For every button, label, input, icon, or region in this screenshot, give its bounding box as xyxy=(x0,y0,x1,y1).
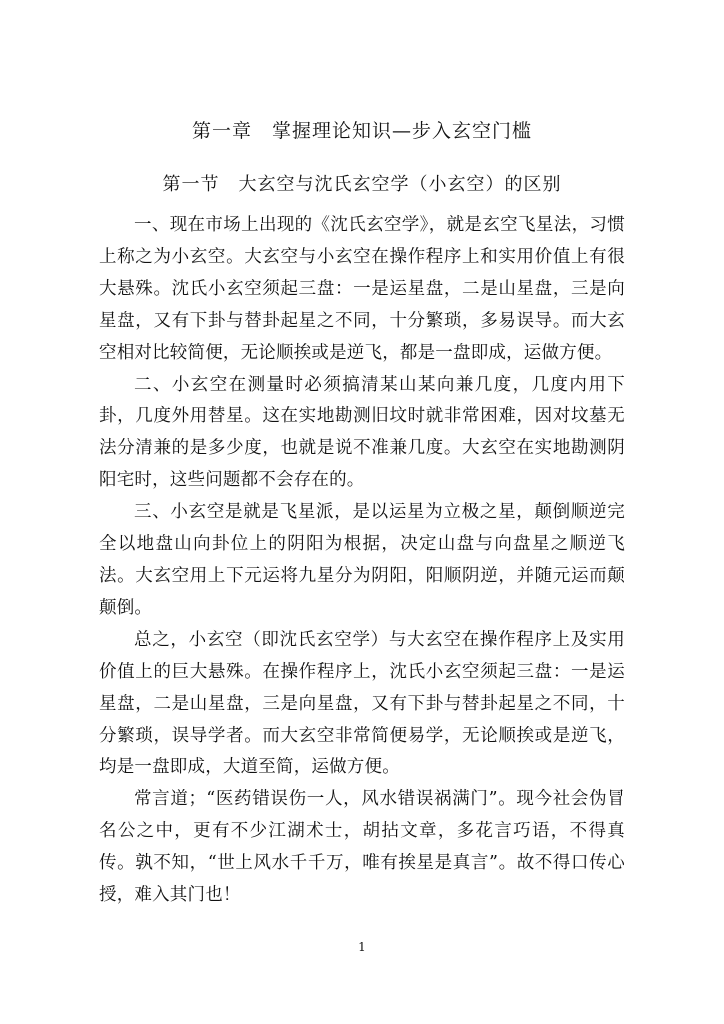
paragraph-5: 常言道；“医药错误伤一人，风水错误祸满门”。现今社会伪冒名公之中，更有不少江湖术士，胡拈文章，多花言巧语，不得真传。孰不知，“世上风水千千万，唯有挨星是真言”。故不得口传心授，难入其门也！ xyxy=(99,789,625,906)
body-text xyxy=(99,210,625,912)
paragraph-3: 三、小玄空是就是飞星派，是以运星为立极之星，颠倒顺逆完全以地盘山向卦位上的阴阳为根据，决定山盘与向盘星之顺逆飞法。大玄空用上下元运将九星分为阴阳，阳顺阴逆，并随元运而颠颠倒。 xyxy=(99,502,625,618)
page-number: 1 xyxy=(358,940,366,954)
paragraph-4: 总之，小玄空（即沈氏玄空学）与大玄空在操作程序上及实用价值上的巨大悬殊。在操作程序上，沈氏小玄空须起三盘：一是运星盘，二是山星盘，三是向星盘，又有下卦与替卦起星之不同，十分繁琐，误导学者。而大玄空非常简便易学，无论顺挨或是逆飞，均是一盘即成，大道至简，运做方便。 xyxy=(99,629,625,778)
section-title: 第一节 大玄空与沈氏玄空学（小玄空）的区别 xyxy=(162,174,562,195)
paragraph-1: 一、现在市场上出现的《沈氏玄空学》，就是玄空飞星法，习惯上称之为小玄空。大玄空与小玄空在操作程序上和实用价值上有很大悬殊。沈氏小玄空须起三盘：一是运星盘，二是山星盘，三是向星盘，又有下卦与替卦起星之不同，十分繁琐，多易误导。而大玄空相对比较简便，无论顺挨或是逆飞，都是一盘即成，运做方便。 xyxy=(99,215,625,363)
paragraph-2: 二、小玄空在测量时必须搞清某山某向兼几度，几度内用下卦，几度外用替星。这在实地勘测旧坟时就非常困难，因对坟墓无法分清兼的是多少度，也就是说不准兼几度。大玄空在实地勘测阴阳宅时，这些问题都不会存在的。 xyxy=(99,374,625,491)
chapter-title: 第一章 掌握理论知识—步入玄空门槛 xyxy=(191,120,532,142)
